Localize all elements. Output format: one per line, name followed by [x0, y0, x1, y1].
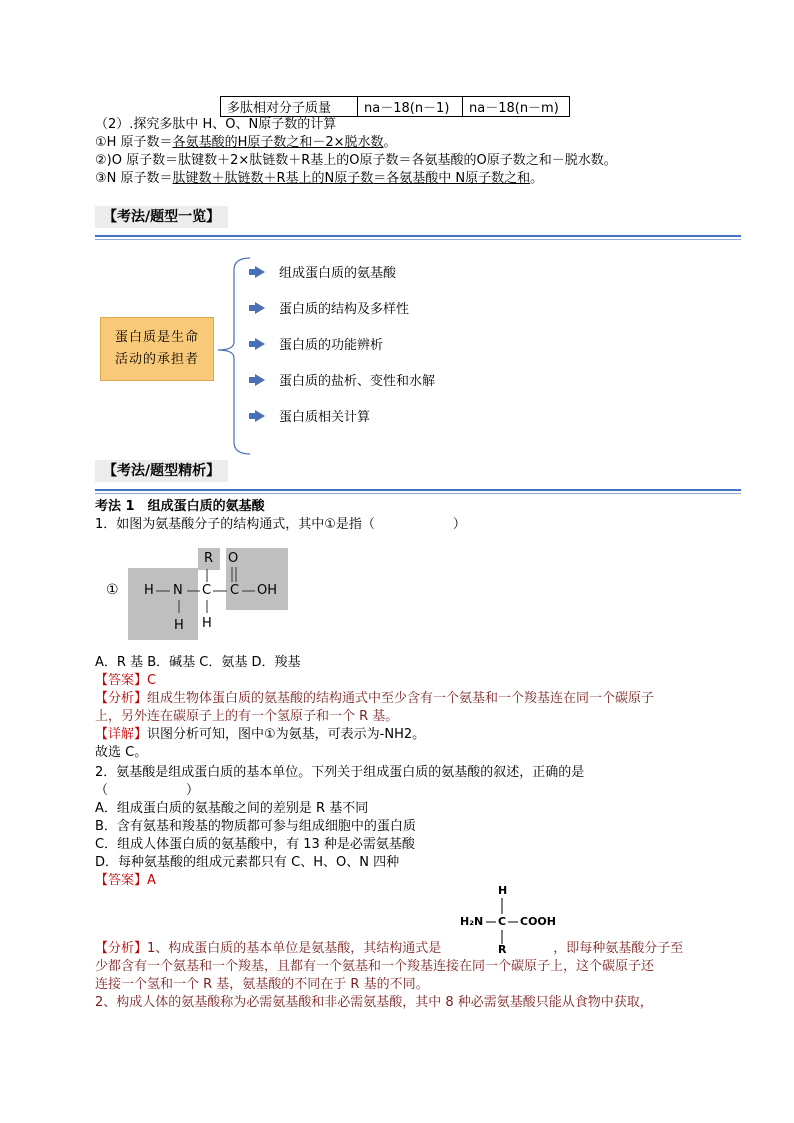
- mindmap-item-label: 组成蛋白质的氨基酸: [279, 266, 397, 281]
- calc-h-line: [95, 134, 397, 152]
- structure-n: N: [173, 583, 183, 598]
- q2-answer: A: [147, 873, 156, 888]
- q2-analysis-text-1b: ，即每种氨基酸分子至: [553, 941, 684, 956]
- mass-table-formula-1: na－18(n－1): [358, 97, 463, 117]
- q2-stem-2: （ ）: [95, 783, 200, 798]
- arrow-right-icon: [255, 302, 265, 314]
- mindmap-item-4: [255, 370, 435, 389]
- q1-analysis-label: 【分析】: [95, 691, 148, 706]
- q2-option-b: B．含有氨基和羧基的物质都可参与组成细胞中的蛋白质: [95, 819, 416, 834]
- mass-table-label: 多肽相对分子质量: [221, 97, 358, 117]
- calc-n-underlined: 肽键数＋肽链数＋R基上的N原子数＝各氨基酸中 N原子数之和: [172, 171, 531, 186]
- mindmap-center-line2: 活动的承担者: [114, 352, 199, 367]
- q2-answer-label: 【答案】: [95, 873, 148, 888]
- q2-option-a: A．组成蛋白质的氨基酸之间的差别是 R 基不同: [95, 801, 369, 816]
- q1-detail-label: 【详解】: [95, 727, 148, 742]
- q1-stem: 1．如图为氨基酸分子的结构通式，其中①是指（ ）: [95, 517, 466, 532]
- structure-o: O: [228, 551, 239, 566]
- mindmap-center-line1: 蛋白质是生命: [114, 330, 199, 345]
- q2-answer-line: [95, 872, 156, 890]
- q1-analysis-line-1: [95, 690, 654, 708]
- q2-analysis-text-1a: 1、构成蛋白质的基本单位是氨基酸，其结构通式是: [147, 941, 442, 956]
- calc-n-prefix: ③N 原子数＝: [95, 171, 173, 186]
- structure-h-alpha: H: [202, 616, 212, 631]
- structure-h-left: H: [144, 583, 154, 598]
- calc-h-suffix: 。: [383, 135, 397, 150]
- polypeptide-mass-table: [220, 96, 570, 117]
- mindmap-item-label: 蛋白质相关计算: [279, 410, 371, 425]
- formula-cooh: COOH: [520, 915, 556, 928]
- calc-heading: （2）.探究多肽中 H、O、N原子数的计算: [95, 117, 337, 132]
- mindmap-item-1: [255, 262, 396, 281]
- mindmap-item-label: 蛋白质的盐析、变性和水解: [279, 374, 436, 389]
- structure-oh: OH: [257, 583, 278, 598]
- q1-detail-text: 识图分析可知，图中①为氨基，可表示为-NH2。: [147, 727, 426, 742]
- formula-r: R: [498, 943, 507, 956]
- arrow-right-icon: [255, 410, 265, 422]
- calc-n-suffix: 。: [530, 171, 544, 186]
- section-overview-title: 【考法/题型一览】: [95, 206, 228, 228]
- q1-answer: C: [147, 673, 157, 688]
- section-overview-rule-thin: [95, 239, 741, 240]
- arrow-right-icon: [255, 338, 265, 350]
- section-analysis-rule: [95, 489, 741, 491]
- q2-analysis-line-1: [95, 940, 683, 958]
- mindmap-item-3: [255, 334, 383, 353]
- q2-option-d: D．每种氨基酸的组成元素都只有 C、H、O、N 四种: [95, 855, 400, 870]
- q2-option-c: C．组成人体蛋白质的氨基酸中，有 13 种是必需氨基酸: [95, 837, 415, 852]
- mindmap-item-5: [255, 406, 370, 425]
- arrow-right-icon: [255, 266, 265, 278]
- q1-analysis-line-2: 上，另外连在碳原子上的有一个氢原子和一个 R 基。: [95, 709, 399, 724]
- structure-r: R: [204, 551, 214, 566]
- amino-acid-structure-figure: [100, 548, 300, 640]
- formula-c: C: [498, 915, 507, 928]
- mindmap-item-label: 蛋白质的功能辨析: [279, 338, 384, 353]
- mindmap-item-label: 蛋白质的结构及多样性: [279, 302, 410, 317]
- structure-c2: C: [230, 583, 240, 598]
- arrow-right-icon: [255, 374, 265, 386]
- q2-stem-1: 2．氨基酸是组成蛋白质的基本单位。下列关于组成蛋白质的氨基酸的叙述，正确的是: [95, 765, 585, 780]
- q2-analysis-line-3: 连接一个氢和一个 R 基，氨基酸的不同在于 R 基的不同。: [95, 977, 429, 992]
- formula-h-top: H: [498, 884, 508, 897]
- q1-analysis-text-1: 组成生物体蛋白质的氨基酸的结构通式中至少含有一个氨基和一个羧基连在同一个碳原子: [147, 691, 655, 706]
- mindmap-center-box: [100, 317, 214, 381]
- q1-answer-line: [95, 672, 156, 690]
- structure-marker: ①: [106, 582, 119, 598]
- formula-h2n: H₂N: [460, 915, 484, 928]
- structure-h-amino: H: [174, 618, 184, 633]
- q1-answer-label: 【答案】: [95, 673, 148, 688]
- mindmap-item-2: [255, 298, 409, 317]
- q1-detail-line: [95, 726, 425, 744]
- section-analysis-rule-thin: [95, 493, 741, 494]
- q1-options: A．R 基 B．碱基 C．氨基 D．羧基: [95, 655, 301, 670]
- q2-analysis-line-4: 2、构成人体的氨基酸称为必需氨基酸和非必需氨基酸，其中 8 种必需氨基酸只能从食物中获取，: [95, 995, 653, 1010]
- kaofa1-title: 考法 1 组成蛋白质的氨基酸: [95, 499, 265, 514]
- section-analysis-title: 【考法/题型精析】: [95, 460, 228, 482]
- section-overview-rule: [95, 235, 741, 237]
- calc-n-line: [95, 170, 543, 188]
- q2-analysis-label: 【分析】: [95, 941, 148, 956]
- calc-h-prefix: ①H 原子数＝: [95, 135, 173, 150]
- calc-o-line: ②)O 原子数＝肽键数＋2×肽链数＋R基上的O原子数＝各氨基酸的O原子数之和－脱水数。: [95, 153, 617, 168]
- q2-analysis-line-2: 少都含有一个氨基和一个羧基，且都有一个氨基和一个羧基连接在同一个碳原子上，这个碳原子还: [95, 959, 655, 974]
- mass-table-formula-2: na－18(n－m): [463, 97, 570, 117]
- structure-c1: C: [202, 583, 212, 598]
- mindmap-brace: [214, 256, 254, 456]
- calc-h-underlined: 各氨基酸的H原子数之和－2×脱水数: [172, 135, 384, 150]
- q1-conclusion: 故选 C。: [95, 745, 148, 760]
